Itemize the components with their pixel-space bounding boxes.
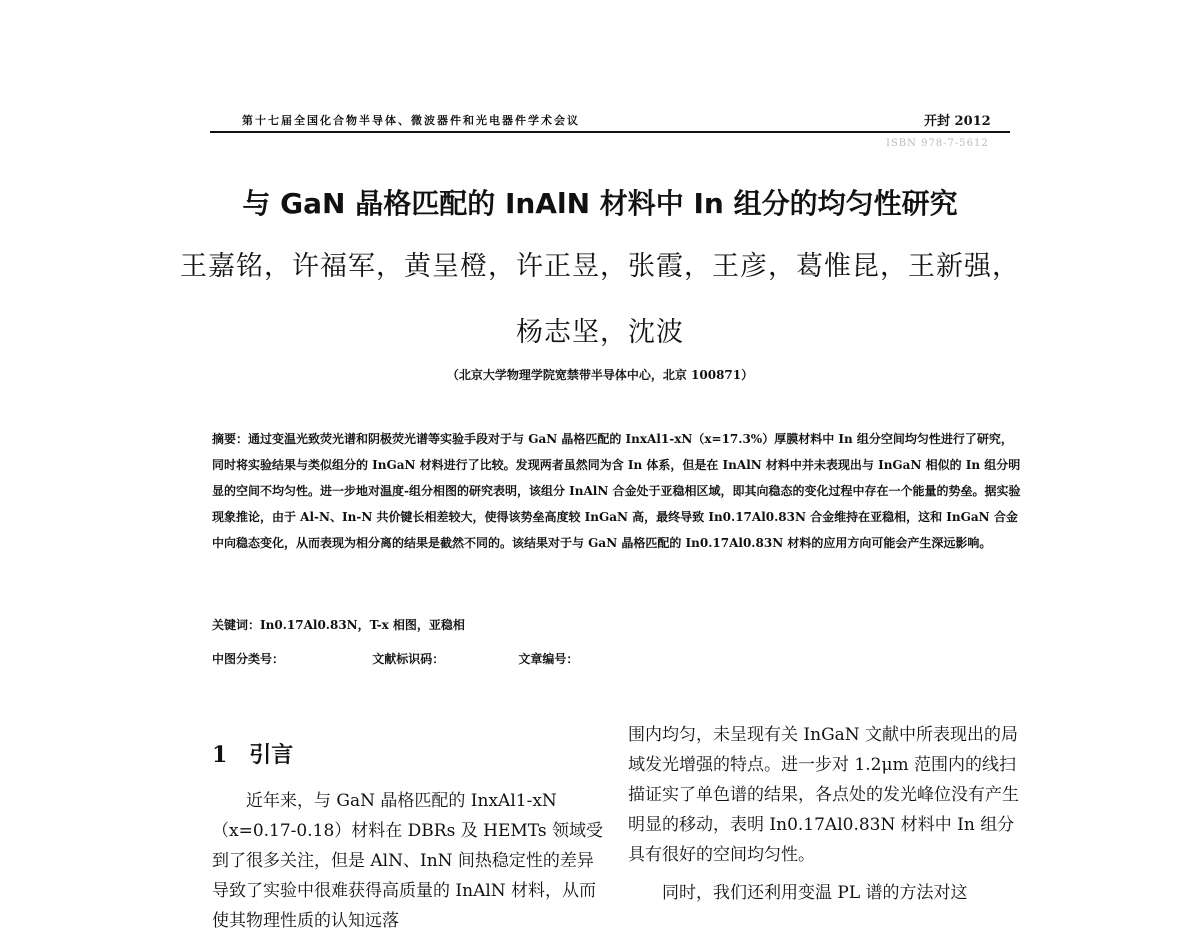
affiliation: （北京大学物理学院宽禁带半导体中心，北京 100871） xyxy=(446,368,754,382)
intro-paragraph-right-2: 同时，我们还利用变温 PL 谱的方法对这 xyxy=(662,883,968,903)
authors-line-1: 王嘉铭，许福军，黄呈橙，许正昱，张霞，王彦，葛惟昆，王新强， xyxy=(180,251,1020,282)
paper-title: 与 GaN 晶格匹配的 InAlN 材料中 In 组分的均匀性研究 xyxy=(242,187,958,220)
abstract-text: 通过变温光致荧光谱和阴极荧光谱等实验手段对于与 GaN 晶格匹配的 InxAl1-xN（x=17.3%）厚膜材料中 In 组分空间均匀性进行了研究，同时将实验结果与类似组分的 InGaN 材料进行了比较。发现两者虽然同为含 In 体系，但是在 InAlN 材料中并未表现出与 InGaN 相似的 In 组分明显的空间不均匀性。进一步地对温度-组分相图的研究表明，该组分 InAlN 合金处于亚稳相区域，即其向稳态的变化过程中存在一个能量的势垒。据实验现象推论，由于 Al-N、In-N 共价键长相差较大，使得该势垒高度较 InGaN 高，最终导致 In0.17Al0.83N 合金维持在亚稳相，这和 InGaN 合金中向稳态变化，从而表现为相分离的结果是截然不同的。该结果对于与 GaN 晶格匹配的 In0.17Al0.83N 材料的应用方向可能会产生深远影响。 xyxy=(212,432,1021,550)
intro-paragraph-right: 围内均匀，未呈现有关 InGaN 文献中所表现出的局域发光增强的特点。进一步对 1.2μm 范围内的线扫描证实了单色谱的结果，各点处的发光峰位没有产生明显的移动，表明 In0.17Al0.83N 材料中 In 组分具有很好的空间均匀性。 xyxy=(628,725,1019,865)
classification-line xyxy=(212,650,578,667)
section-heading-intro: 1 引言 xyxy=(212,742,294,768)
authors-line-2: 杨志坚，沈波 xyxy=(516,317,684,348)
doc-code-label: 文献标识码： xyxy=(372,652,445,666)
intro-paragraph-left: 近年来，与 GaN 晶格匹配的 InxAl1-xN（x=0.17-0.18）材料在 DBRs 及 HEMTs 领域受到了很多关注，但是 AlN、InN 间热稳定性的差异导致了实验中很难获得高质量的 InAlN 材料，从而使其物理性质的认知远落 xyxy=(212,791,604,931)
abstract xyxy=(212,426,1024,556)
clc-label: 中图分类号： xyxy=(212,652,285,666)
conference-header: 第十七届全国化合物半导体、微波器件和光电器件学术会议 xyxy=(242,114,580,127)
keywords-label: 关键词： xyxy=(212,618,261,632)
conference-location-year: 开封 2012 xyxy=(924,114,991,129)
abstract-label: 摘要： xyxy=(212,432,249,446)
body-left-column xyxy=(212,786,604,936)
header-rule xyxy=(210,131,1010,133)
faint-stamp: ISBN 978-7-5612 xyxy=(886,138,989,149)
body-right-column xyxy=(628,720,1024,908)
keywords xyxy=(212,616,465,633)
keywords-text: In0.17Al0.83N，T-x 相图，亚稳相 xyxy=(260,618,465,632)
article-number-label: 文章编号： xyxy=(518,652,579,666)
